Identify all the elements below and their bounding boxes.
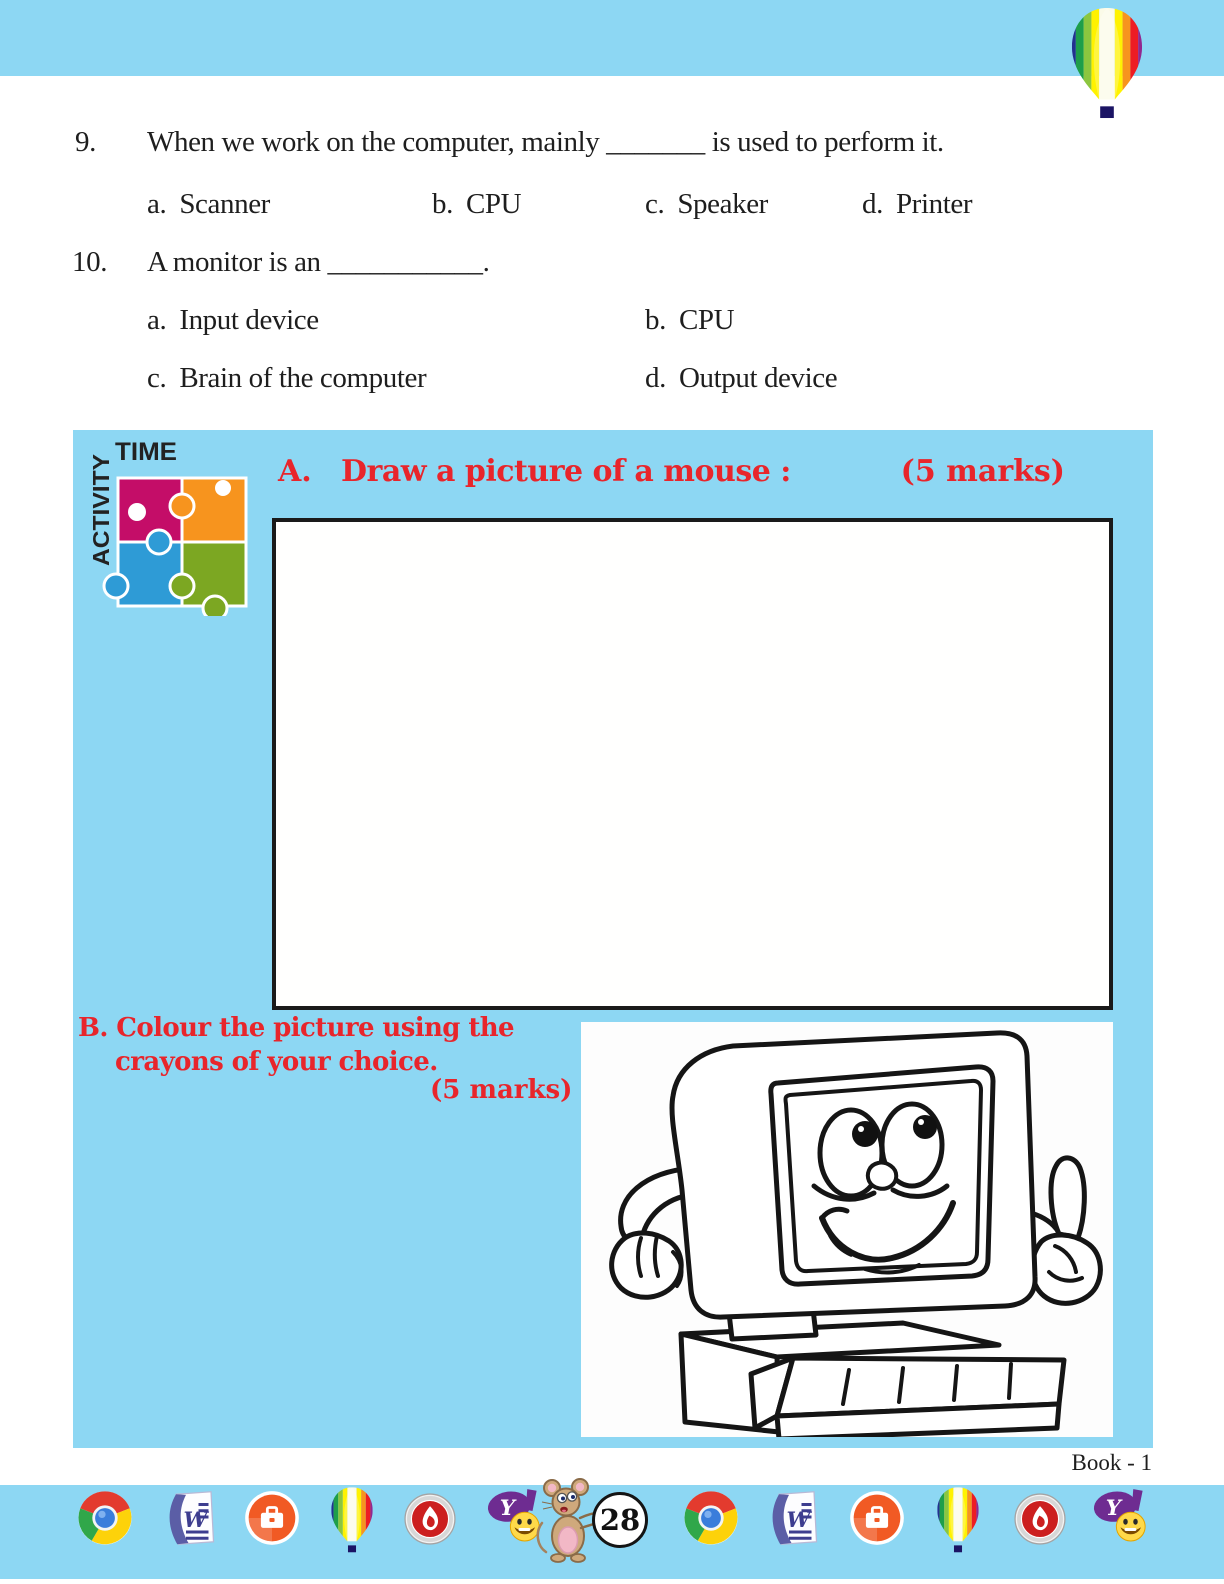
logo-activity-text: ACTIVITY: [88, 461, 114, 566]
word-document-icon: [170, 1492, 214, 1545]
yahoo-messenger-icon: [486, 1489, 539, 1541]
q9-option-d: d. Printer: [862, 188, 973, 220]
q10-text: A monitor is an ___________.: [147, 246, 490, 278]
hot-air-balloon-icon: [935, 1486, 981, 1552]
task-a-marks: (5 marks): [900, 454, 1065, 489]
q10-option-b: b. CPU: [645, 304, 735, 336]
activity-time-section: [73, 430, 1153, 1448]
task-b-line2: crayons of your choice.: [115, 1047, 438, 1077]
colouring-picture-box: [581, 1022, 1113, 1437]
briefcase-icon: [850, 1491, 904, 1545]
top-blue-band: [0, 0, 1224, 76]
right-arm-pointing: [1027, 1158, 1100, 1303]
briefcase-icon: [245, 1491, 299, 1545]
yahoo-messenger-icon: [1092, 1489, 1145, 1541]
q9-number: 9.: [75, 126, 96, 158]
q10-number: 10.: [72, 246, 108, 278]
hot-air-balloon-icon: [329, 1486, 375, 1552]
book-label: Book - 1: [1071, 1450, 1152, 1475]
keyboard: [751, 1358, 1064, 1437]
nero-flame-icon: [405, 1494, 455, 1544]
logo-time-text: TIME: [115, 438, 177, 466]
q10-option-c: c. Brain of the computer: [147, 362, 427, 394]
task-b-line1: B. Colour the picture using the: [78, 1013, 514, 1043]
page-number-badge: 28: [592, 1492, 648, 1548]
puzzle-pieces-icon: [104, 478, 246, 616]
q9-option-c: c. Speaker: [645, 188, 768, 220]
q10-option-a: a. Input device: [147, 304, 319, 336]
q9-text: When we work on the computer, mainly _______ is used to perform it.: [147, 126, 944, 158]
q9-option-b: b. CPU: [432, 188, 522, 220]
word-document-icon: [773, 1492, 817, 1545]
drawing-area: [272, 518, 1113, 1010]
q9-option-a: a. Scanner: [147, 188, 270, 220]
nero-flame-icon: [1015, 1494, 1065, 1544]
chrome-icon: [78, 1491, 131, 1544]
hot-air-balloon-icon: [1068, 6, 1146, 119]
chrome-icon: [684, 1491, 737, 1544]
q10-option-d: d. Output device: [645, 362, 838, 394]
task-a-label: A.: [278, 454, 312, 489]
task-a-title: Draw a picture of a mouse :: [341, 454, 791, 489]
computer-cartoon-image: [581, 1022, 1113, 1437]
activity-time-logo: [85, 436, 255, 616]
task-b-marks: (5 marks): [430, 1075, 573, 1105]
